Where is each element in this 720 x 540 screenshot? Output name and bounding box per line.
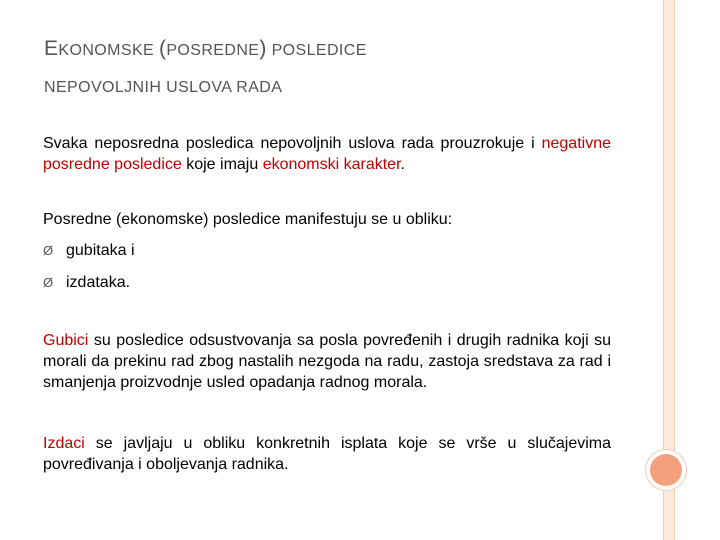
paragraph-1-text: Svaka neposredna posledica nepovoljnih uslova rada prouzrokuje i xyxy=(43,135,542,152)
paragraph-1-highlight: negativne posredne posledice xyxy=(43,135,611,173)
title-cap: E xyxy=(44,37,59,60)
title-line-1 xyxy=(44,38,644,59)
paragraph-4-highlight: Izdaci xyxy=(43,435,85,452)
paragraph-1 xyxy=(43,133,611,175)
title-line-2: NEPOVOLJNIH USLOVA RADA xyxy=(44,79,283,96)
paragraph-1-highlight: ekonomski karakter xyxy=(262,156,401,173)
bullet-list xyxy=(43,241,603,305)
decorative-circle-inner xyxy=(650,454,682,486)
title-part: POSREDNE xyxy=(166,42,260,59)
slide-title xyxy=(44,38,644,96)
paragraph-1-text: . xyxy=(400,156,405,173)
paragraph-3 xyxy=(43,330,611,393)
paragraph-2: Posredne (ekonomske) posledice manifestuju se u obliku: xyxy=(43,211,453,228)
list-item-label: gubitaka i xyxy=(66,242,135,259)
paragraph-4-text: se javljaju u obliku konkretnih isplata koje se vrše u slučajevima povređivanja i oboljevanja radnika. xyxy=(43,435,611,473)
list-item xyxy=(43,241,603,273)
list-item-label: izdataka. xyxy=(66,274,131,291)
arrow-bullet-icon: Ø xyxy=(43,275,54,290)
title-cap: ) xyxy=(259,37,267,60)
list-item xyxy=(43,273,603,305)
paragraph-1-text: koje imaju xyxy=(181,156,263,173)
paragraph-3-highlight: Gubici xyxy=(43,332,89,349)
paragraph-4 xyxy=(43,433,611,475)
paragraph-3-text: su posledice odsustvovanja sa posla povređenih i drugih radnika koji su morali da prekinu rad zbog nastalih nezgoda na radu, zastoja sredstava za rad i smanjenja proizvodnje usled opadanja radnog morala. xyxy=(43,332,611,391)
title-part: KONOMSKE xyxy=(58,42,159,59)
arrow-bullet-icon: Ø xyxy=(43,243,54,258)
title-cap: ( xyxy=(158,37,167,60)
title-part: POSLEDICE xyxy=(266,42,367,59)
